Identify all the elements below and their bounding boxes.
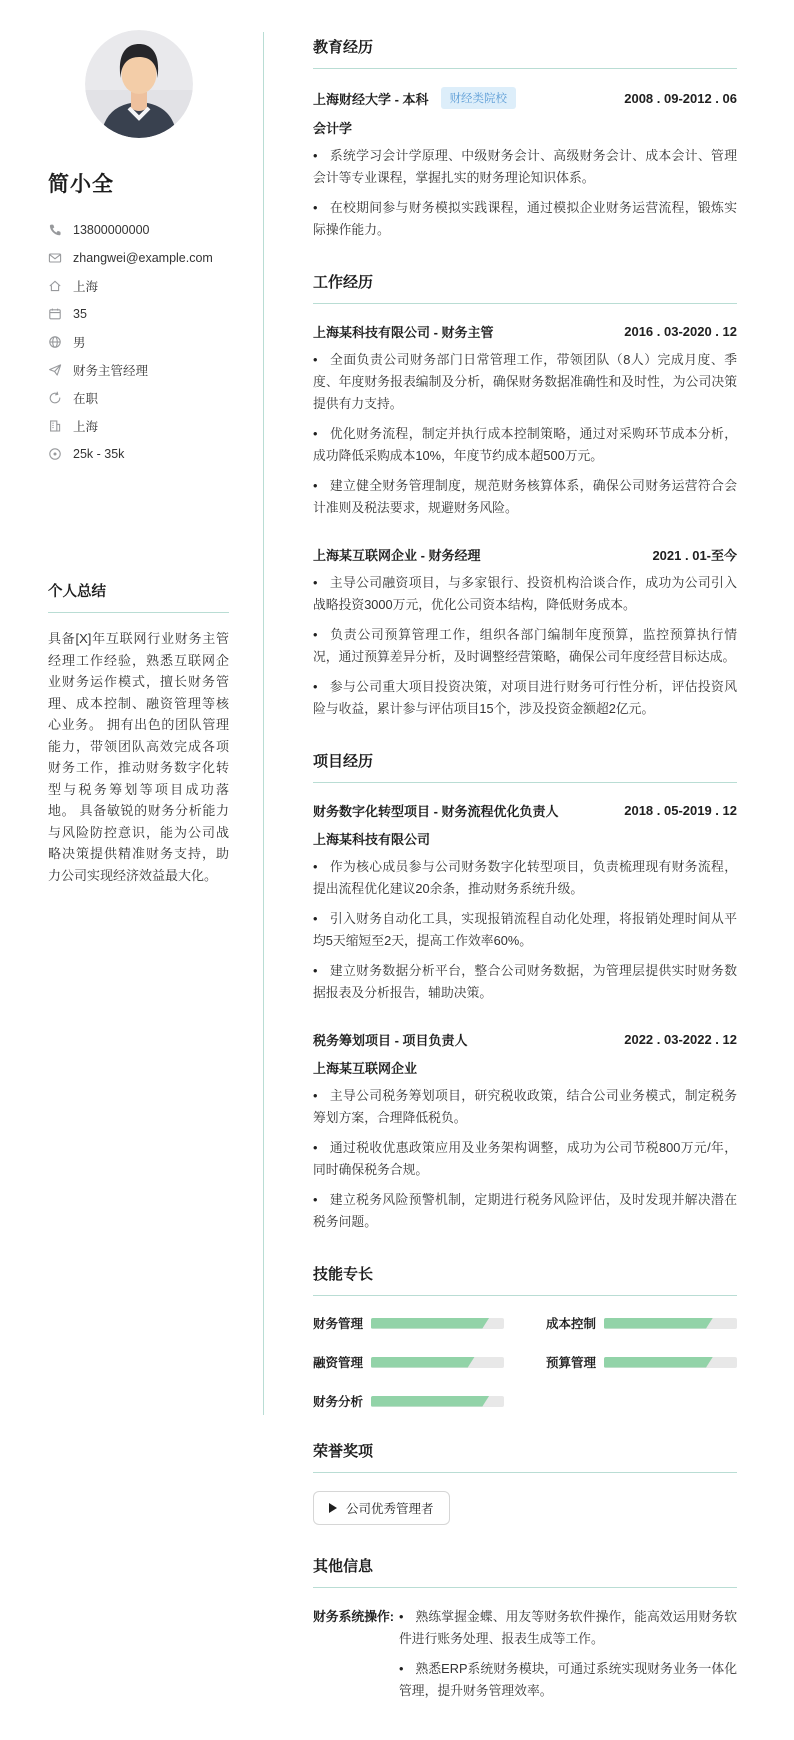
phone-icon (48, 223, 62, 237)
school-degree: 上海财经大学 - 本科 (313, 91, 429, 107)
mail-icon (48, 251, 62, 265)
education-bullet: • 在校期间参与财务模拟实践课程，通过模拟企业财务运营流程，锻炼实际操作能力。 (313, 197, 737, 241)
sidebar-divider (263, 32, 264, 1415)
location-value: 上海 (73, 280, 99, 294)
age-value: 35 (73, 307, 87, 321)
education-school (313, 87, 516, 109)
skill-item (546, 1353, 737, 1371)
skill-bar (604, 1318, 737, 1329)
profile-photo-placeholder (85, 30, 193, 138)
other-title: 其他信息 (313, 1555, 737, 1588)
summary-title: 个人总结 (48, 580, 229, 613)
section-education (313, 36, 737, 241)
project-bullet: • 作为核心成员参与公司财务数字化转型项目，负责梳理现有财务流程，提出流程优化建议20余条，推动财务系统升级。 (313, 856, 737, 900)
work-bullet: • 参与公司重大项目投资决策，对项目进行财务可行性分析，评估投资风险与收益，累计参与评估项目15个，涉及投资金额超2亿元。 (313, 676, 737, 720)
city-icon (48, 419, 62, 433)
work-title: 工作经历 (313, 271, 737, 304)
section-projects (313, 750, 737, 1233)
avatar (85, 30, 193, 138)
skill-fill (604, 1318, 713, 1329)
work-bullet: • 优化财务流程，制定并执行成本控制策略，通过对采购环节成本分析，成功降低采购成本10%，年度节约成本超500万元。 (313, 423, 737, 467)
skill-fill (371, 1396, 489, 1407)
skill-fill (371, 1318, 489, 1329)
school-tag: 财经类院校 (441, 87, 517, 109)
projects-title: 项目经历 (313, 750, 737, 783)
project-entry (313, 801, 737, 1004)
skill-label: 财务管理 (313, 1317, 364, 1331)
project-company: 上海某互联网企业 (313, 1061, 418, 1076)
other-row (313, 1606, 737, 1710)
contact-status (48, 384, 229, 412)
home-icon (48, 279, 62, 293)
skill-fill (604, 1357, 713, 1368)
honors-title: 荣誉奖项 (313, 1440, 737, 1473)
education-bullet: • 系统学习会计学原理、中级财务会计、高级财务会计、成本会计、管理会计等专业课程，掌握扎实的财务理论知识体系。 (313, 145, 737, 189)
city-value: 上海 (73, 420, 99, 434)
skill-bar (371, 1396, 504, 1407)
honor-badge (313, 1491, 450, 1525)
project-bullet: • 通过税收优惠政策应用及业务架构调整，成功为公司节税800万元/年，同时确保税务合规。 (313, 1137, 737, 1181)
skill-bar (604, 1357, 737, 1368)
work-company-role: 上海某互联网企业 - 财务经理 (313, 548, 481, 563)
skills-title: 技能专长 (313, 1263, 737, 1296)
other-row-content (399, 1606, 737, 1710)
skill-item (313, 1353, 504, 1371)
work-bullet: • 主导公司融资项目，与多家银行、投资机构洽谈合作，成功为公司引入战略投资3000万元，优化公司资本结构，降低财务成本。 (313, 572, 737, 616)
skill-label: 财务分析 (313, 1395, 364, 1409)
skill-label: 成本控制 (546, 1317, 597, 1331)
work-entry (313, 545, 737, 720)
skill-item (546, 1314, 737, 1332)
contact-phone (48, 216, 229, 244)
gender-value: 男 (73, 336, 86, 350)
education-entry (313, 87, 737, 241)
work-bullet: • 建立健全财务管理制度，规范财务核算体系，确保公司财务运营符合会计准则及税法要求，规避财务风险。 (313, 475, 737, 519)
skill-item (313, 1392, 504, 1410)
person-name: 简小全 (48, 173, 114, 196)
section-honors (313, 1440, 737, 1525)
project-bullet: • 引入财务自动化工具，实现报销流程自动化处理，将报销处理时间从平均5天缩短至2天，提高工作效率60%。 (313, 908, 737, 952)
position-value: 财务主管经理 (73, 364, 149, 378)
salary-icon (48, 447, 62, 461)
section-work (313, 271, 737, 720)
contact-salary (48, 440, 229, 468)
status-value: 在职 (73, 392, 99, 406)
skill-bar (371, 1318, 504, 1329)
other-row-label: 财务系统操作: (313, 1609, 395, 1624)
section-other (313, 1555, 737, 1710)
work-date: 2021 . 01-至今 (652, 548, 737, 563)
section-skills (313, 1263, 737, 1410)
contact-gender (48, 328, 229, 356)
project-company: 上海某科技有限公司 (313, 832, 431, 847)
education-major: 会计学 (313, 121, 353, 136)
contact-city (48, 412, 229, 440)
project-name-role: 税务筹划项目 - 项目负责人 (313, 1033, 468, 1048)
salary-value: 25k - 35k (73, 447, 125, 461)
project-bullet: • 主导公司税务筹划项目，研究税收政策，结合公司业务模式，制定税务筹划方案，合理降低税负。 (313, 1085, 737, 1129)
project-bullet: • 建立财务数据分析平台，整合公司财务数据，为管理层提供实时财务数据报表及分析报告，辅助决策。 (313, 960, 737, 1004)
phone-value: 13800000000 (73, 223, 150, 237)
contact-age (48, 300, 229, 328)
skills-grid (313, 1314, 737, 1410)
age-icon (48, 307, 62, 321)
work-bullet: • 负责公司预算管理工作，组织各部门编制年度预算，监控预算执行情况，通过预算差异分析，及时调整经营策略，确保公司年度经营目标达成。 (313, 624, 737, 668)
summary-text: 具备[X]年互联网行业财务主管经理工作经验，熟悉互联网企业财务运作模式，擅长财务管理、成本控制、融资管理等核心业务。 拥有出色的团队管理能力，带领团队高效完成各项财务工作，推动财务数字化转型与税务筹划等项目成功落地。 具备敏锐的财务分析能力与风险防控意识，能为公司战略决策提供精准财务支持，助力公司实现经济效益最大化。 (48, 631, 229, 883)
other-bullet: • 熟悉ERP系统财务模块，可通过系统实现财务业务一体化管理，提升财务管理效率。 (399, 1658, 737, 1702)
project-date: 2018 . 05-2019 . 12 (624, 803, 737, 818)
contact-email (48, 244, 229, 272)
contact-position (48, 356, 229, 384)
project-bullet: • 建立税务风险预警机制，定期进行税务风险评估，及时发现并解决潜在税务问题。 (313, 1189, 737, 1233)
honor-badge-label: 公司优秀管理者 (346, 1502, 434, 1516)
email-value: zhangwei@example.com (73, 251, 213, 265)
skill-label: 预算管理 (546, 1356, 597, 1370)
contact-location (48, 272, 229, 300)
main-content (313, 36, 737, 1740)
work-date: 2016 . 03-2020 . 12 (624, 324, 737, 339)
work-entry (313, 322, 737, 519)
play-icon (329, 1503, 337, 1513)
position-icon (48, 363, 62, 377)
other-bullet: • 熟练掌握金蝶、用友等财务软件操作，能高效运用财务软件进行账务处理、报表生成等工作。 (399, 1606, 737, 1650)
skill-bar (371, 1357, 504, 1368)
project-entry (313, 1030, 737, 1233)
gender-icon (48, 335, 62, 349)
project-name-role: 财务数字化转型项目 - 财务流程优化负责人 (313, 804, 559, 819)
project-date: 2022 . 03-2022 . 12 (624, 1032, 737, 1047)
education-date: 2008 . 09-2012 . 06 (624, 90, 737, 106)
skill-fill (371, 1357, 475, 1368)
status-icon (48, 391, 62, 405)
skill-item (313, 1314, 504, 1332)
skill-label: 融资管理 (313, 1356, 364, 1370)
education-title: 教育经历 (313, 36, 737, 69)
work-company-role: 上海某科技有限公司 - 财务主管 (313, 325, 494, 340)
work-bullet: • 全面负责公司财务部门日常管理工作，带领团队（8人）完成月度、季度、年度财务报表编制及分析，确保财务数据准确性和及时性，为公司决策提供有力支持。 (313, 349, 737, 415)
sidebar (0, 0, 263, 886)
contact-list (48, 216, 229, 468)
